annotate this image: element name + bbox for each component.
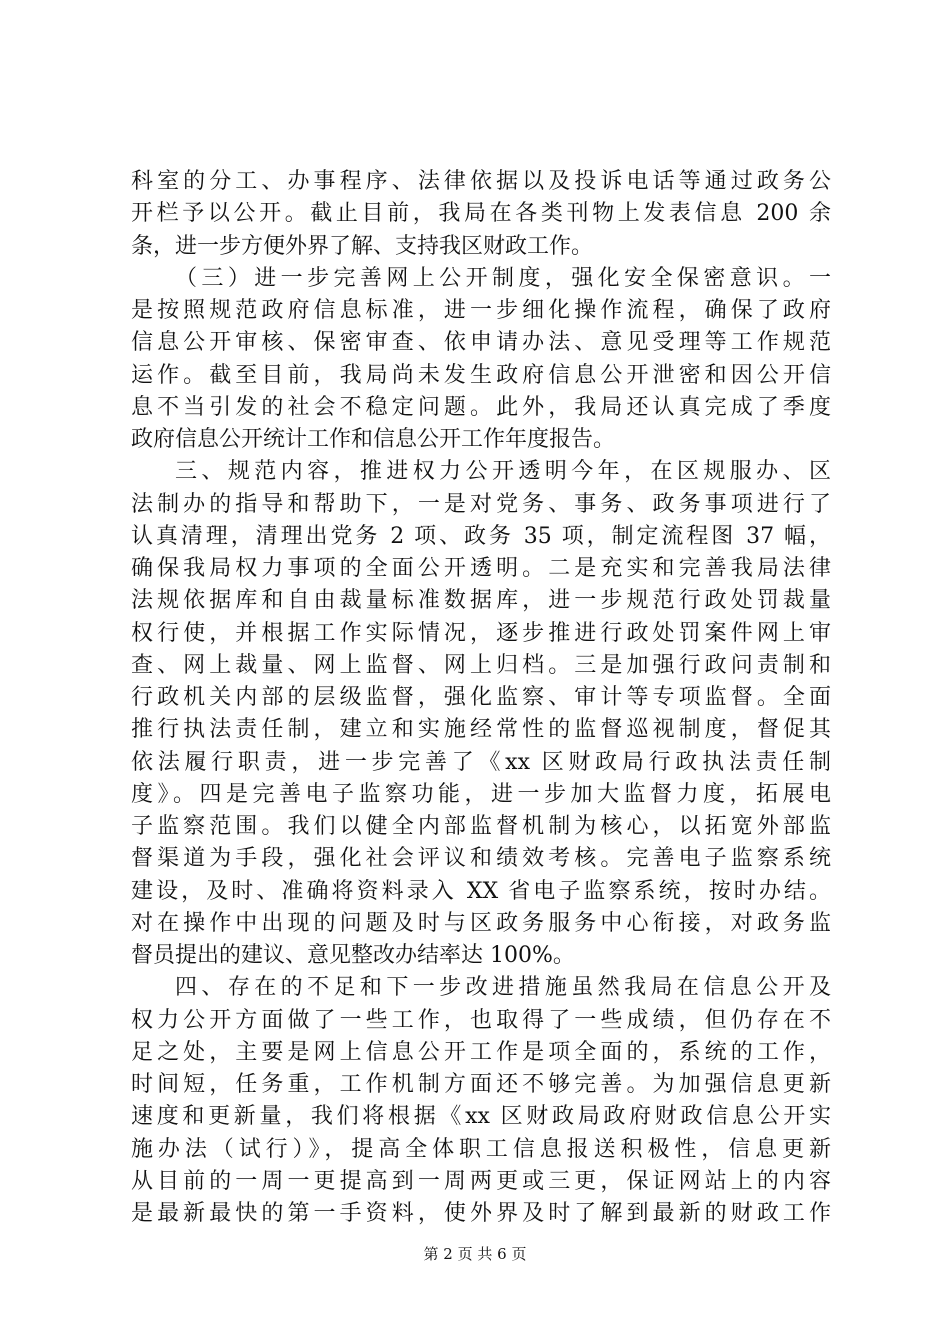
text-line: 建设，及时、准确将资料录入 XX 省电子监察系统，按时办结。 xyxy=(131,878,831,904)
text-line: 权力公开方面做了一些工作，也取得了一些成绩，但仍存在不 xyxy=(131,1007,831,1033)
text-line: 政府信息公开统计工作和信息公开工作年度报告。 xyxy=(131,427,616,452)
text-line: 查、网上裁量、网上监督、网上归档。三是加强行政问责制和 xyxy=(131,652,831,678)
text-line: 法制办的指导和帮助下，一是对党务、事务、政务事项进行了 xyxy=(131,491,831,517)
text-line: 从目前的一周一更提高到一周两更或三更，保证网站上的内容 xyxy=(131,1168,831,1194)
text-line: 是按照规范政府信息标准，进一步细化操作流程，确保了政府 xyxy=(131,298,831,323)
text-line: 信息公开审核、保密审查、依申请办法、意见受理等工作规范 xyxy=(131,330,831,356)
text-line: 认真清理，清理出党务 2 项、政务 35 项，制定流程图 37 幅， xyxy=(131,523,831,549)
text-line: 依法履行职责，进一步完善了《xx 区财政局行政执法责任制 xyxy=(131,749,831,775)
text-line: 权行使，并根据工作实际情况，逐步推进行政处罚案件网上审 xyxy=(131,620,831,646)
text-line: 时间短，任务重，工作机制方面还不够完善。为加强信息更新 xyxy=(131,1072,831,1097)
text-line: 足之处，主要是网上信息公开工作是项全面的，系统的工作， xyxy=(131,1039,831,1065)
text-line: 行政机关内部的层级监督，强化监察、审计等专项监督。全面 xyxy=(131,685,831,710)
text-line: 运作。截至目前，我局尚未发生政府信息公开泄密和因公开信 xyxy=(131,362,831,388)
text-line: 对在操作中出现的问题及时与区政务服务中心衔接，对政务监 xyxy=(131,910,831,936)
text-line: 督渠道为手段，强化社会评议和绩效考核。完善电子监察系统 xyxy=(131,846,831,872)
text-line: 子监察范围。我们以健全内部监督机制为核心，以拓宽外部监 xyxy=(131,814,831,839)
page-number-footer: 第 2 页 共 6 页 xyxy=(423,1245,527,1263)
text-line: 是最新最快的第一手资料，使外界及时了解到最新的财政工作 xyxy=(131,1201,831,1226)
section-heading-line: 三、规范内容，推进权力公开透明今年，在区规服办、区 xyxy=(175,459,831,485)
text-line: 督员提出的建议、意见整改办结率达 100%。 xyxy=(131,943,575,968)
document-body xyxy=(131,166,831,1230)
text-line: 息不当引发的社会不稳定问题。此外，我局还认真完成了季度 xyxy=(131,394,831,420)
section-heading-line: 四、存在的不足和下一步改进措施虽然我局在信息公开及 xyxy=(175,975,831,1001)
text-line: 推行执法责任制，建立和实施经常性的监督巡视制度，督促其 xyxy=(131,717,831,743)
text-line: 法规依据库和自由裁量标准数据库，进一步规范行政处罚裁量 xyxy=(131,588,831,614)
section-heading-line: （三）进一步完善网上公开制度，强化安全保密意识。一 xyxy=(175,265,831,291)
text-line: 科室的分工、办事程序、法律依据以及投诉电话等通过政务公 xyxy=(131,169,831,194)
text-line: 条，进一步方便外界了解、支持我区财政工作。 xyxy=(131,233,594,259)
text-line: 度》。四是完善电子监察功能，进一步加大监督力度，拓展电 xyxy=(131,781,831,807)
text-line: 开栏予以公开。截止目前，我局在各类刊物上发表信息 200 余 xyxy=(131,201,831,227)
text-line: 施办法（试行）》，提高全体职工信息报送积极性，信息更新 xyxy=(131,1136,831,1162)
text-line: 确保我局权力事项的全面公开透明。二是充实和完善我局法律 xyxy=(131,556,831,581)
text-line: 速度和更新量，我们将根据《xx 区财政局政府财政信息公开实 xyxy=(131,1104,831,1130)
